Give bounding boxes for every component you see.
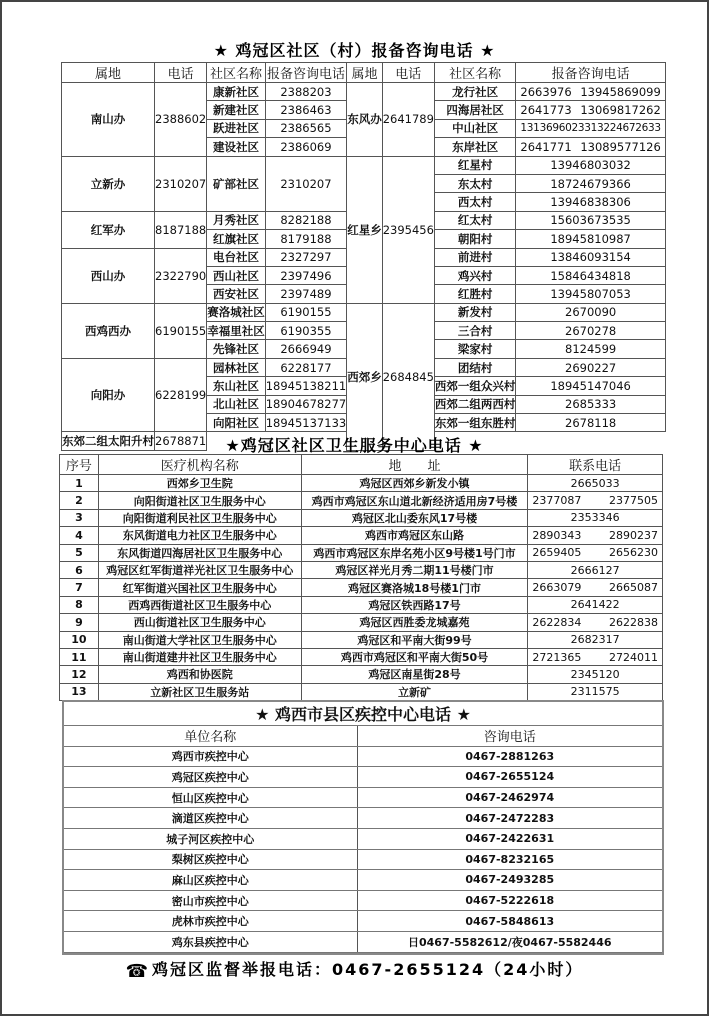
community-phone: 18724679366	[516, 174, 665, 192]
community-name: 鸡兴村	[434, 266, 516, 284]
community-name: 西郊二组两西村	[434, 395, 516, 413]
community-name: 向阳社区	[207, 414, 266, 432]
phone-number: 2890343	[532, 528, 582, 542]
hotline-text: 鸡冠区监督举报电话：0467-2655124（24小时）	[152, 960, 584, 979]
community-name: 龙行社区	[434, 83, 516, 101]
community-phone-table	[61, 62, 666, 451]
community-phone: 2670090	[516, 303, 665, 321]
community-phone: 8124599	[516, 340, 665, 358]
phone-cell	[516, 83, 665, 101]
row-number: 2	[60, 492, 99, 509]
contact-phone: 2665033	[528, 475, 663, 492]
phone-number: 2721365	[532, 650, 582, 664]
office-phone: 2641789	[382, 83, 434, 157]
cdc-table-frame	[62, 700, 664, 955]
consult-phone: 0467-2422631	[357, 828, 662, 849]
phone-number: 2724011	[609, 650, 658, 664]
table-row	[62, 83, 666, 101]
community-name: 新建社区	[207, 101, 266, 119]
community-name: 园林社区	[207, 358, 266, 376]
phone-number: 2665087	[609, 581, 658, 595]
phone-number: 2641773	[520, 103, 572, 118]
phone-pair	[528, 494, 662, 507]
community-phone: 2670278	[516, 322, 665, 340]
unit-name: 虎林市疾控中心	[64, 911, 357, 932]
table-row	[64, 746, 662, 767]
table-row	[64, 828, 662, 849]
community-phone: 13946803032	[516, 156, 665, 174]
col-header: 序号	[60, 455, 99, 475]
institution-name: 西郊乡卫生院	[98, 475, 301, 492]
community-phone: 18904678277	[265, 395, 346, 413]
row-number: 12	[60, 666, 99, 683]
community-phone: 18945137133	[265, 414, 346, 432]
unit-name: 梨树区疾控中心	[64, 849, 357, 870]
table-row	[64, 808, 662, 829]
row-number: 7	[60, 579, 99, 596]
office-name: 南山办	[62, 83, 155, 157]
row-number: 8	[60, 596, 99, 613]
institution-name: 东风街道电力社区卫生服务中心	[98, 527, 301, 544]
office-name: 西山办	[62, 248, 155, 303]
table-row	[60, 614, 663, 631]
institution-name: 向阳街道利民社区卫生服务中心	[98, 509, 301, 526]
office-phone: 2388602	[155, 83, 207, 157]
community-phone: 2397496	[265, 266, 346, 284]
phone-cell	[528, 544, 663, 561]
community-name: 跃进社区	[207, 119, 266, 137]
institution-name: 西鸡西街道社区卫生服务中心	[98, 596, 301, 613]
contact-phone: 2345120	[528, 666, 663, 683]
table-row	[64, 890, 662, 911]
col-header: 联系电话	[528, 455, 663, 475]
community-phone: 6190155	[265, 303, 346, 321]
unit-name: 密山市疾控中心	[64, 890, 357, 911]
institution-name: 立新社区卫生服务站	[98, 683, 301, 700]
col-header: 属地	[62, 63, 155, 83]
phone-pair	[516, 122, 664, 134]
hotline-footer	[2, 957, 707, 982]
office-phone: 2310207	[155, 156, 207, 211]
institution-name: 鸡冠区红军街道祥光社区卫生服务中心	[98, 561, 301, 578]
institution-address: 立新矿	[301, 683, 528, 700]
phone-number: 2622834	[532, 615, 582, 629]
community-name: 西郊一组众兴村	[434, 377, 516, 395]
institution-name: 鸡西和协医院	[98, 666, 301, 683]
community-name: 红胜村	[434, 285, 516, 303]
unit-name: 鸡冠区疾控中心	[64, 767, 357, 788]
institution-address: 鸡西市鸡冠区东山道北新经济适用房7号楼	[301, 492, 528, 509]
col-header: 报备咨询电话	[265, 63, 346, 83]
community-phone: 6228177	[265, 358, 346, 376]
phone-cell	[516, 101, 665, 119]
community-phone: 2386069	[265, 138, 346, 156]
community-phone: 18945147046	[516, 377, 665, 395]
table-row	[64, 911, 662, 932]
col-header: 医疗机构名称	[98, 455, 301, 475]
phone-number: 2656230	[609, 546, 658, 560]
table-row	[60, 579, 663, 596]
table-row	[60, 648, 663, 665]
institution-address: 鸡冠区赛洛城18号楼1门市	[301, 579, 528, 596]
community-name: 西太村	[434, 193, 516, 211]
consult-phone: 0467-5222618	[357, 890, 662, 911]
table-row	[64, 931, 662, 952]
office-name: 东风办	[347, 83, 383, 157]
institution-address: 鸡冠区北山委东风17号楼	[301, 509, 528, 526]
phone-pair	[528, 546, 662, 559]
phone-cell	[528, 614, 663, 631]
community-name: 四海居社区	[434, 101, 516, 119]
community-phone: 13946838306	[516, 193, 665, 211]
community-name: 东山社区	[207, 377, 266, 395]
institution-address: 鸡西市鸡冠区和平南大街50号	[301, 648, 528, 665]
institution-name: 西山街道社区卫生服务中心	[98, 614, 301, 631]
table-row	[60, 544, 663, 561]
institution-name: 南山街道大学社区卫生服务中心	[98, 631, 301, 648]
community-phone: 2397489	[265, 285, 346, 303]
office-name: 红星乡	[347, 156, 383, 303]
unit-name: 恒山区疾控中心	[64, 787, 357, 808]
table-header-row	[64, 726, 662, 747]
consult-phone: 0467-8232165	[357, 849, 662, 870]
section1-title: ★ 鸡冠区社区（村）报备咨询电话 ★	[213, 41, 496, 60]
community-name: 赛洛城社区	[207, 303, 266, 321]
table-header-row	[60, 455, 663, 475]
community-name: 朝阳村	[434, 230, 516, 248]
phone-icon: ☎	[125, 961, 151, 982]
contact-phone: 2666127	[528, 561, 663, 578]
community-name: 东岸社区	[434, 138, 516, 156]
unit-name: 鸡东县疾控中心	[64, 931, 357, 952]
consult-phone: 0467-2881263	[357, 746, 662, 767]
section2-title: ★鸡冠区社区卫生服务中心电话 ★	[225, 436, 484, 455]
table-row	[62, 303, 666, 321]
community-name: 东郊二组太阳升村	[62, 432, 155, 450]
office-phone: 6228199	[155, 358, 207, 432]
consult-phone: 0467-5848613	[357, 911, 662, 932]
unit-name: 鸡西市疾控中心	[64, 746, 357, 767]
phone-cell	[528, 579, 663, 596]
phone-number: 2659405	[532, 546, 582, 560]
community-name: 前进村	[434, 248, 516, 266]
community-name: 三合村	[434, 322, 516, 340]
community-phone: 6190355	[265, 322, 346, 340]
row-number: 5	[60, 544, 99, 561]
table-row	[64, 870, 662, 891]
table-row	[60, 666, 663, 683]
institution-address: 鸡冠区西胜委龙城嘉苑	[301, 614, 528, 631]
community-phone: 2666949	[265, 340, 346, 358]
phone-number: 2622838	[609, 615, 658, 629]
phone-number: 2890237	[609, 528, 658, 542]
col-header: 社区名称	[434, 63, 516, 83]
community-name: 东郊一组东胜村	[434, 414, 516, 432]
table-row	[60, 527, 663, 544]
institution-name: 向阳街道社区卫生服务中心	[98, 492, 301, 509]
community-phone: 15846434818	[516, 266, 665, 284]
office-phone: 2322790	[155, 248, 207, 303]
col-header: 咨询电话	[357, 726, 662, 747]
table-header-row	[62, 63, 666, 83]
contact-phone: 2641422	[528, 596, 663, 613]
community-name: 先锋社区	[207, 340, 266, 358]
community-phone: 2386463	[265, 101, 346, 119]
col-header: 单位名称	[64, 726, 357, 747]
phone-pair	[528, 581, 662, 594]
community-name: 月秀社区	[207, 211, 266, 229]
community-phone: 2310207	[265, 156, 346, 211]
phone-pair	[528, 529, 662, 542]
contact-phone: 2682317	[528, 631, 663, 648]
community-name: 矿部社区	[207, 156, 266, 211]
institution-name: 南山街道建井社区卫生服务中心	[98, 648, 301, 665]
table-row	[62, 156, 666, 174]
table-row	[60, 492, 663, 509]
col-header: 电话	[155, 63, 207, 83]
section3-title-row	[64, 702, 662, 726]
office-name: 西郊乡	[347, 303, 383, 450]
office-name: 向阳办	[62, 358, 155, 432]
row-number: 9	[60, 614, 99, 631]
institution-address: 鸡西市鸡冠区东山路	[301, 527, 528, 544]
community-name: 红旗社区	[207, 230, 266, 248]
col-header: 地 址	[301, 455, 528, 475]
institution-address: 鸡冠区铁西路17号	[301, 596, 528, 613]
community-name: 幸福里社区	[207, 322, 266, 340]
community-phone: 2690227	[516, 358, 665, 376]
table-row	[64, 849, 662, 870]
phone-number: 2663079	[532, 581, 582, 595]
phone-pair	[528, 616, 662, 629]
phone-pair	[528, 651, 662, 664]
office-name: 西鸡西办	[62, 303, 155, 358]
contact-phone: 2311575	[528, 683, 663, 700]
community-phone: 15603673535	[516, 211, 665, 229]
institution-address: 鸡西市鸡冠区东岸名苑小区9号楼1号门市	[301, 544, 528, 561]
institution-address: 鸡冠区和平南大街99号	[301, 631, 528, 648]
row-number: 4	[60, 527, 99, 544]
institution-address: 鸡冠区祥光月秀二期11号楼门市	[301, 561, 528, 578]
community-phone: 8179188	[265, 230, 346, 248]
phone-number: 13136960233	[520, 122, 591, 135]
col-header: 社区名称	[207, 63, 266, 83]
community-name: 康新社区	[207, 83, 266, 101]
row-number: 1	[60, 475, 99, 492]
community-name: 北山社区	[207, 395, 266, 413]
phone-cell	[516, 138, 665, 156]
community-phone: 2678871	[155, 432, 207, 450]
phone-cell	[528, 492, 663, 509]
row-number: 10	[60, 631, 99, 648]
office-phone: 2684845	[382, 303, 434, 450]
community-phone: 8282188	[265, 211, 346, 229]
community-name: 西安社区	[207, 285, 266, 303]
table-row	[60, 596, 663, 613]
community-phone: 2678118	[516, 414, 665, 432]
phone-number: 13224672633	[590, 122, 661, 135]
office-name: 立新办	[62, 156, 155, 211]
table-row	[60, 509, 663, 526]
office-name: 红军办	[62, 211, 155, 248]
community-name: 梁家村	[434, 340, 516, 358]
consult-phone: 0467-2462974	[357, 787, 662, 808]
phone-number: 13089577126	[580, 139, 661, 154]
community-phone: 18945138211	[265, 377, 346, 395]
row-number: 6	[60, 561, 99, 578]
row-number: 11	[60, 648, 99, 665]
phone-cell	[528, 527, 663, 544]
table-row	[60, 475, 663, 492]
office-phone: 6190155	[155, 303, 207, 358]
community-name: 红星村	[434, 156, 516, 174]
table-row	[60, 683, 663, 700]
community-name: 西山社区	[207, 266, 266, 284]
community-phone: 2327297	[265, 248, 346, 266]
phone-pair	[516, 140, 664, 154]
phone-number: 2377087	[532, 494, 582, 508]
institution-address: 鸡冠区西郊乡新发小镇	[301, 475, 528, 492]
section3-title: ★ 鸡西市县区疾控中心电话 ★	[64, 702, 662, 726]
phone-cell	[516, 119, 665, 137]
consult-phone: 0467-2493285	[357, 870, 662, 891]
table-row	[64, 787, 662, 808]
community-name: 建设社区	[207, 138, 266, 156]
row-number: 3	[60, 509, 99, 526]
unit-name: 麻山区疾控中心	[64, 870, 357, 891]
consult-phone: 日0467-5582612/夜0467-5582446	[357, 931, 662, 952]
phone-pair	[516, 103, 664, 117]
col-header: 报备咨询电话	[516, 63, 665, 83]
community-name: 新发村	[434, 303, 516, 321]
community-phone: 13945807053	[516, 285, 665, 303]
col-header: 属地	[347, 63, 383, 83]
community-name: 电台社区	[207, 248, 266, 266]
phone-number: 2377505	[609, 494, 658, 508]
consult-phone: 0467-2655124	[357, 767, 662, 788]
community-phone: 2685333	[516, 395, 665, 413]
table-row	[60, 561, 663, 578]
community-name: 东太村	[434, 174, 516, 192]
institution-name: 红军街道兴国社区卫生服务中心	[98, 579, 301, 596]
institution-name: 东风街道四海居社区卫生服务中心	[98, 544, 301, 561]
community-name: 团结村	[434, 358, 516, 376]
row-number: 13	[60, 683, 99, 700]
phone-number: 2663976	[520, 84, 572, 99]
office-phone: 8187188	[155, 211, 207, 248]
table-row	[60, 631, 663, 648]
community-name: 红太村	[434, 211, 516, 229]
office-phone: 2395456	[382, 156, 434, 303]
phone-cell	[528, 648, 663, 665]
community-phone: 13846093154	[516, 248, 665, 266]
phone-pair	[516, 85, 664, 99]
community-name: 中山社区	[434, 119, 516, 137]
consult-phone: 0467-2472283	[357, 808, 662, 829]
col-header: 电话	[382, 63, 434, 83]
health-center-table	[59, 454, 663, 701]
phone-number: 13945869099	[580, 84, 661, 99]
unit-name: 城子河区疾控中心	[64, 828, 357, 849]
contact-phone: 2353346	[528, 509, 663, 526]
table-row	[64, 767, 662, 788]
phone-number: 13069817262	[580, 103, 661, 118]
institution-address: 鸡冠区南星街28号	[301, 666, 528, 683]
community-phone: 2388203	[265, 83, 346, 101]
unit-name: 滴道区疾控中心	[64, 808, 357, 829]
cdc-phone-table	[64, 702, 662, 953]
community-phone: 2386565	[265, 119, 346, 137]
community-phone: 18945810987	[516, 230, 665, 248]
phone-number: 2641771	[520, 139, 572, 154]
